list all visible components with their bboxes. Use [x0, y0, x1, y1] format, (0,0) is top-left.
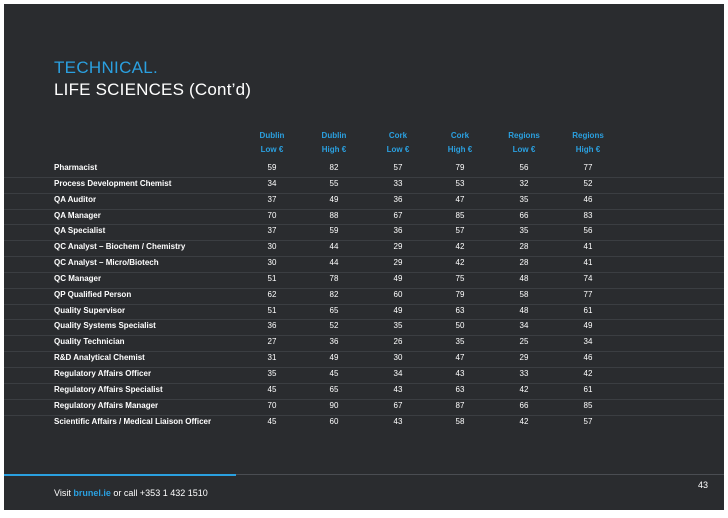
salary-cell: 42: [583, 368, 593, 378]
salary-cell: 35: [519, 194, 529, 204]
salary-cell: 44: [329, 242, 339, 252]
salary-cell: 28: [519, 242, 529, 252]
salary-cell: 35: [393, 321, 403, 331]
salary-cell: 30: [267, 258, 277, 268]
salary-cell: 49: [393, 305, 403, 315]
salary-cell: 29: [393, 242, 403, 252]
salary-cell: 55: [329, 178, 339, 188]
page-number: 43: [697, 480, 708, 490]
salary-cell: 32: [519, 178, 529, 188]
salary-cell: 46: [583, 194, 593, 204]
salary-cell: 60: [393, 289, 403, 299]
table-row: [4, 400, 724, 416]
salary-cell: 79: [455, 289, 465, 299]
salary-table: [4, 162, 724, 430]
salary-cell: 57: [393, 163, 403, 172]
role-name: Regulatory Affairs Manager: [54, 400, 159, 410]
salary-cell: 61: [583, 384, 593, 394]
salary-cell: 61: [583, 305, 593, 315]
salary-cell: 49: [393, 273, 403, 283]
salary-cell: 45: [329, 368, 339, 378]
salary-cell: 67: [393, 210, 403, 220]
salary-cell: 48: [519, 305, 529, 315]
salary-cell: 46: [583, 353, 593, 363]
salary-cell: 63: [455, 305, 465, 315]
salary-cell: 44: [329, 258, 339, 268]
col-header-cork-high: Cork High €: [447, 131, 473, 154]
salary-cell: 29: [519, 353, 529, 363]
salary-cell: 47: [455, 194, 465, 204]
salary-cell: 48: [519, 273, 529, 283]
role-name: Scientific Affairs / Medical Liaison Officer: [54, 416, 212, 426]
salary-cell: 42: [519, 384, 529, 394]
salary-cell: 42: [455, 242, 465, 252]
salary-cell: 36: [393, 226, 403, 236]
salary-cell: 57: [455, 226, 465, 236]
role-name: Quality Systems Specialist: [54, 321, 156, 331]
table-row: [4, 225, 724, 241]
table-row: [4, 305, 724, 321]
salary-cell: 56: [583, 226, 593, 236]
salary-cell: 85: [583, 400, 593, 410]
footer-divider: [236, 474, 724, 475]
salary-cell: 51: [267, 305, 277, 315]
table-row: [4, 289, 724, 305]
brochure-page: [4, 4, 724, 510]
table-row: [4, 257, 724, 273]
salary-cell: 87: [455, 400, 465, 410]
salary-cell: 36: [329, 337, 339, 347]
salary-cell: 34: [519, 321, 529, 331]
table-row: [4, 210, 724, 226]
table-row: [4, 320, 724, 336]
salary-cell: 85: [455, 210, 465, 220]
role-name: QC Analyst – Micro/Biotech: [54, 258, 159, 268]
role-name: QC Manager: [54, 273, 102, 283]
table-row: [4, 416, 724, 431]
salary-cell: 26: [393, 337, 403, 347]
salary-cell: 52: [583, 178, 593, 188]
salary-cell: 29: [393, 258, 403, 268]
salary-cell: 35: [267, 368, 277, 378]
salary-cell: 75: [455, 273, 465, 283]
salary-cell: 49: [583, 321, 593, 331]
salary-cell: 63: [455, 384, 465, 394]
salary-cell: 42: [455, 258, 465, 268]
phone-number: +353 1 432 1510: [139, 488, 208, 498]
salary-cell: 82: [329, 289, 339, 299]
salary-cell: 33: [519, 368, 529, 378]
salary-cell: 58: [519, 289, 529, 299]
salary-cell: 27: [267, 337, 277, 347]
role-name: QA Manager: [54, 210, 101, 220]
role-name: QA Auditor: [54, 194, 97, 204]
salary-cell: 78: [329, 273, 339, 283]
col-header-dublin-high: Dublin High €: [321, 131, 347, 154]
table-row: [4, 384, 724, 400]
salary-cell: 43: [393, 384, 403, 394]
salary-cell: 67: [393, 400, 403, 410]
salary-cell: 66: [519, 400, 529, 410]
salary-cell: 56: [519, 163, 529, 172]
salary-cell: 60: [329, 416, 339, 426]
salary-cell: 90: [329, 400, 339, 410]
salary-cell: 35: [519, 226, 529, 236]
salary-cell: 53: [455, 178, 465, 188]
role-name: Regulatory Affairs Specialist: [54, 384, 163, 394]
salary-cell: 42: [519, 416, 529, 426]
salary-cell: 43: [393, 416, 403, 426]
table-row: [4, 352, 724, 368]
role-name: Quality Technician: [54, 337, 125, 347]
salary-cell: 50: [455, 321, 465, 331]
table-row: [4, 194, 724, 210]
role-name: Process Development Chemist: [54, 178, 172, 188]
salary-cell: 36: [393, 194, 403, 204]
salary-cell: 52: [329, 321, 339, 331]
salary-cell: 83: [583, 210, 593, 220]
salary-cell: 66: [519, 210, 529, 220]
salary-cell: 77: [583, 289, 593, 299]
salary-cell: 37: [267, 194, 277, 204]
table-row: [4, 368, 724, 384]
table-row: [4, 162, 724, 178]
salary-cell: 41: [583, 258, 593, 268]
salary-cell: 59: [329, 226, 339, 236]
salary-cell: 74: [583, 273, 593, 283]
footer-contact: Visit brunel.ie or call +353 1 432 1510: [54, 488, 208, 498]
salary-cell: 77: [583, 163, 593, 172]
col-header-cork-low: Cork Low €: [386, 131, 410, 154]
salary-cell: 35: [455, 337, 465, 347]
salary-cell: 88: [329, 210, 339, 220]
salary-cell: 34: [583, 337, 593, 347]
salary-cell: 57: [583, 416, 593, 426]
salary-cell: 79: [455, 163, 465, 172]
col-header-dublin-low: Dublin Low €: [259, 131, 285, 154]
role-name: R&D Analytical Chemist: [54, 353, 145, 363]
role-name: QC Analyst – Biochem / Chemistry: [54, 242, 186, 252]
website-link[interactable]: brunel.ie: [73, 488, 111, 498]
role-name: Regulatory Affairs Officer: [54, 368, 152, 378]
table-row: [4, 336, 724, 352]
role-name: QP Qualified Person: [54, 289, 132, 299]
role-name: Quality Supervisor: [54, 305, 126, 315]
salary-cell: 33: [393, 178, 403, 188]
salary-cell: 62: [267, 289, 277, 299]
salary-cell: 65: [329, 384, 339, 394]
salary-cell: 30: [267, 242, 277, 252]
salary-cell: 41: [583, 242, 593, 252]
salary-cell: 31: [267, 353, 277, 363]
salary-cell: 34: [267, 178, 277, 188]
table-row: [4, 178, 724, 194]
role-name: QA Specialist: [54, 226, 106, 236]
salary-cell: 30: [393, 353, 403, 363]
col-header-regions-low: Regions Low €: [508, 131, 540, 154]
salary-cell: 70: [267, 400, 277, 410]
salary-cell: 49: [329, 353, 339, 363]
salary-cell: 65: [329, 305, 339, 315]
salary-cell: 70: [267, 210, 277, 220]
salary-cell: 47: [455, 353, 465, 363]
footer-divider-accent: [4, 474, 236, 476]
salary-cell: 49: [329, 194, 339, 204]
salary-cell: 25: [519, 337, 529, 347]
col-header-regions-high: Regions High €: [572, 131, 604, 154]
salary-cell: 45: [267, 416, 277, 426]
salary-cell: 34: [393, 368, 403, 378]
salary-cell: 37: [267, 226, 277, 236]
salary-cell: 51: [267, 273, 277, 283]
table-row: [4, 241, 724, 257]
section-title: TECHNICAL.: [54, 58, 159, 77]
salary-cell: 58: [455, 416, 465, 426]
role-name: Pharmacist: [54, 163, 98, 172]
table-row: [4, 273, 724, 289]
salary-cell: 43: [455, 368, 465, 378]
salary-cell: 59: [267, 163, 277, 172]
salary-cell: 45: [267, 384, 277, 394]
section-subtitle: LIFE SCIENCES (Cont’d): [54, 80, 252, 99]
salary-cell: 82: [329, 163, 339, 172]
salary-cell: 36: [267, 321, 277, 331]
salary-cell: 28: [519, 258, 529, 268]
